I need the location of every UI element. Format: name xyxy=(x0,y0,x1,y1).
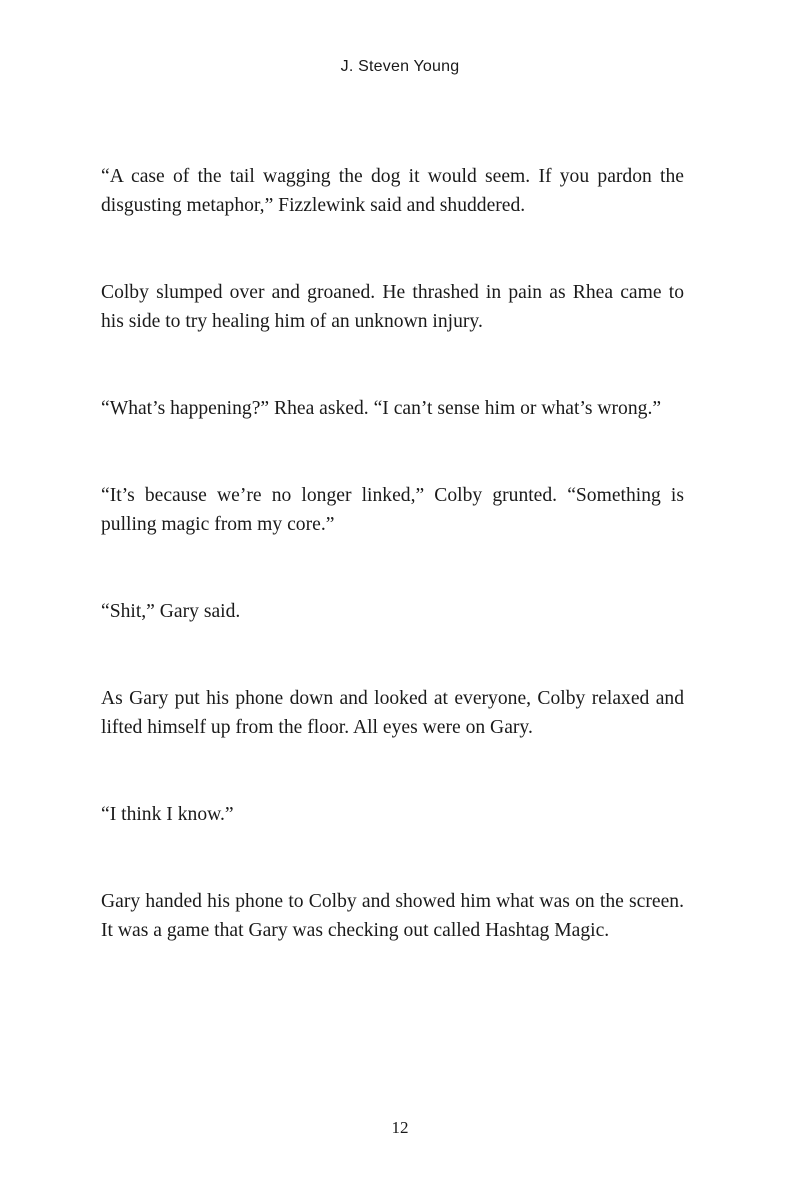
page-number: 12 xyxy=(391,1118,409,1137)
paragraph: Colby slumped over and groaned. He thrashed in pain as Rhea came to his side to try healing him of an unknown injury. xyxy=(101,282,684,332)
running-header-author: J. Steven Young xyxy=(340,58,460,75)
paragraph: “What’s happening?” Rhea asked. “I can’t sense him or what’s wrong.” xyxy=(101,398,662,419)
paragraph: “I think I know.” xyxy=(101,804,234,825)
paragraph: “A case of the tail wagging the dog it would seem. If you pardon the disgusting metaphor,” Fizzlewink said and shuddered. xyxy=(101,166,684,216)
paragraph: As Gary put his phone down and looked at everyone, Colby relaxed and lifted himself up from the floor. All eyes were on Gary. xyxy=(101,688,684,738)
paragraph: “It’s because we’re no longer linked,” Colby grunted. “Something is pulling magic from my core.” xyxy=(101,485,684,535)
page-body xyxy=(101,162,684,1003)
paragraph: “Shit,” Gary said. xyxy=(101,601,241,622)
paragraph: Gary handed his phone to Colby and showed him what was on the screen. It was a game that Gary was checking out called Hashtag Magic. xyxy=(101,891,684,941)
